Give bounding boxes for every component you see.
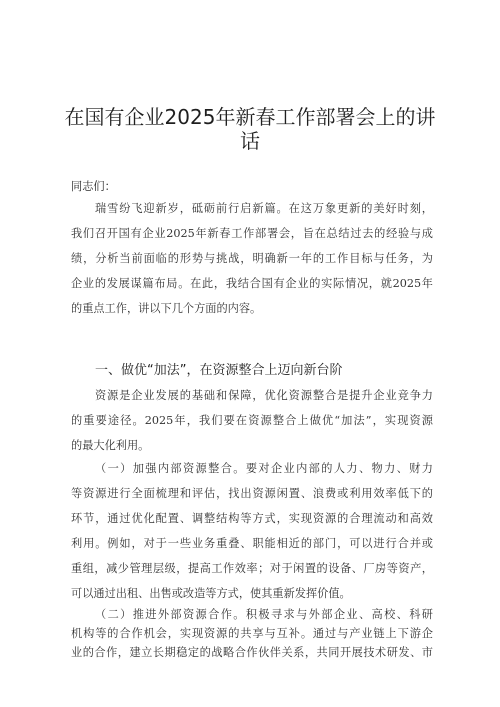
item2-line: 业的合作，建立长期稳定的战略合作伙伴关系，共同开展技术研发、市 [71, 646, 433, 659]
document-title-line-1: 在国有企业2025年新春工作部署会上的讲 [64, 105, 436, 129]
item1-line: 可以通过出租、出售或改造等方式，使其重新发挥价值。 [71, 587, 351, 600]
item1-line: （一）加强内部资源整合。要对企业内部的人力、物力、财力 [95, 462, 433, 475]
section1-line: 的重要途径。2025年，我们要在资源整合上做优“加法”，实现资源 [71, 414, 433, 427]
item2-line: 机构等的合作机会，实现资源的共享与互补。通过与产业链上下游企 [71, 627, 433, 640]
intro-line: 瑞雪纷飞迎新岁，砥砺前行启新篇。在这万象更新的美好时刻， [95, 202, 433, 215]
intro-paragraph [71, 196, 433, 321]
intro-line: 绩，分析当前面临的形势与挑战，明确新一年的工作目标与任务，为 [71, 252, 433, 265]
section-heading-1: 一、做优“加法”，在资源整合上迈向新台阶 [95, 363, 343, 378]
item1-paragraph [71, 456, 433, 606]
item2-paragraph [71, 605, 433, 662]
item1-line: 等资源进行全面梳理和评估，找出资源闲置、浪费或利用效率低下的 [71, 487, 433, 500]
section1-line: 资源是企业发展的基础和保障，优化资源整合是提升企业竞争力 [95, 389, 433, 402]
intro-line: 我们召开国有企业2025年新春工作部署会，旨在总结过去的经验与成 [71, 227, 433, 240]
section1-paragraph [71, 383, 433, 458]
item1-line: 环节，通过优化配置、调整结构等方式，实现资源的合理流动和高效 [71, 512, 433, 525]
document-title-line-2: 话 [240, 129, 260, 153]
greeting: 同志们： [71, 180, 116, 193]
section1-line: 的最大化利用。 [71, 439, 150, 452]
item1-line: 重组，减少管理层级，提高工作效率；对于闲置的设备、厂房等资产， [71, 562, 433, 575]
intro-line: 企业的发展谋篇布局。在此，我结合国有企业的实际情况，就2025年 [71, 277, 433, 290]
item1-line: 利用。例如，对于一些业务重叠、职能相近的部门，可以进行合并或 [71, 537, 433, 550]
item2-line: （二）推进外部资源合作。积极寻求与外部企业、高校、科研 [95, 608, 433, 621]
intro-line: 的重点工作，讲以下几个方面的内容。 [71, 302, 262, 315]
